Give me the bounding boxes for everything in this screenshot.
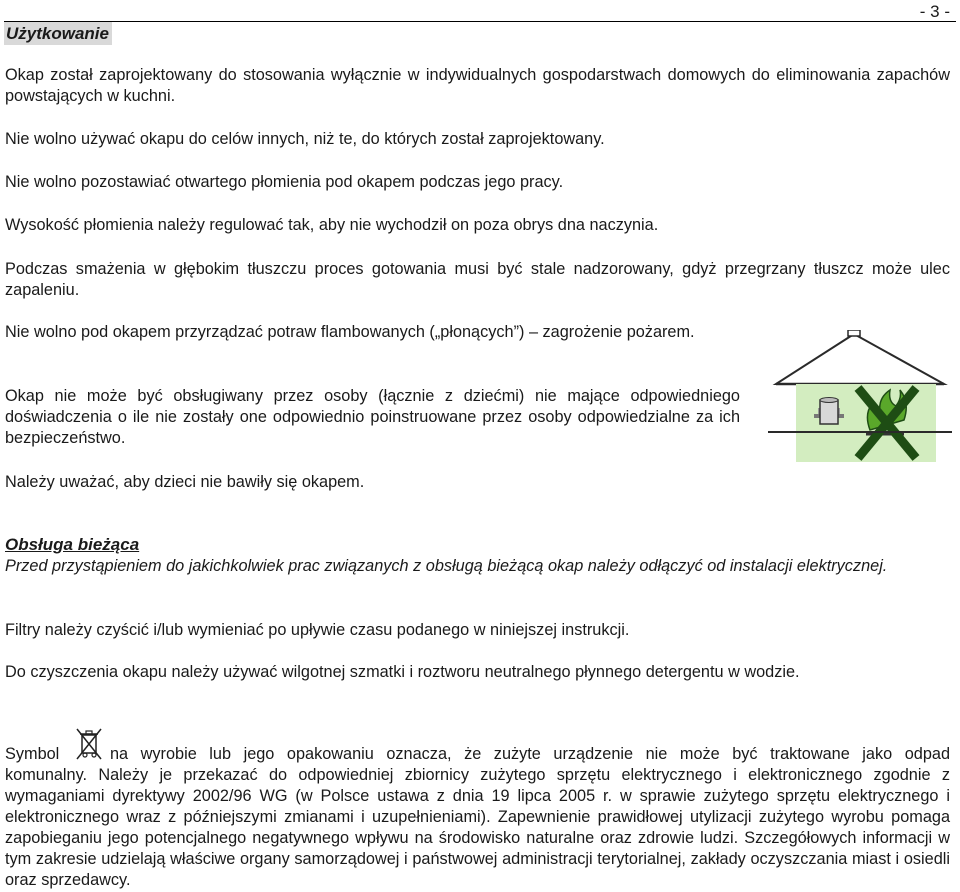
section-heading-maintenance: Obsługa bieżąca (5, 535, 140, 554)
usage-paragraph-5: Podczas smażenia w głębokim tłuszczu proces gotowania musi być stale nadzorowany, gdyż przegrzany tłuszcz może ulec zapaleniu. (5, 260, 950, 299)
no-open-flame-under-hood-illustration (766, 330, 952, 464)
maintenance-paragraph-2: Filtry należy czyścić i/lub wymieniać po upływie czasu podanego w niniejszej instrukcji. (5, 621, 630, 639)
usage-paragraph-6: Nie wolno pod okapem przyrządzać potraw flambowanych („płonących”) – zagrożenie pożarem. (5, 323, 695, 341)
usage-paragraph-1: Okap został zaprojektowany do stosowania wyłącznie w indywidualnych gospodarstwach domowych do eliminowania zapachów powstających w kuchni. (5, 66, 950, 105)
maintenance-paragraph-3: Do czyszczenia okapu należy używać wilgotnej szmatki i roztworu neutralnego płynnego detergentu w wodzie. (5, 663, 800, 681)
usage-paragraph-4: Wysokość płomienia należy regulować tak, aby nie wychodził on poza obrys dna naczynia. (5, 216, 659, 234)
section-heading-usage: Użytkowanie (4, 22, 112, 45)
symbol-note-first-line: na wyrobie lub jego opakowaniu oznacza, że zużyte urządzenie nie może być traktowane jako odpad (110, 745, 950, 763)
header-rule (4, 21, 956, 22)
maintenance-paragraph-1: Przed przystąpieniem do jakichkolwiek prac związanych z obsługą bieżącą okap należy odłączyć od instalacji elektrycznej. (5, 557, 888, 575)
symbol-note-body: komunalny. Należy je przekazać do odpowiedniej zbiornicy zużytego sprzętu elektrycznego i elektronicznego zgodnie z wymaganiami dyrektywy 2002/96 WG (w Polsce ustawa z dnia 19 lipca 2005 r. w sprawie zużytego sprzętu elektrycznego i elektronicznego wraz z późniejszymi zmianami i uzupełnieniami). Zapewnienie prawidłowej utylizacji zużytego wyrobu pomaga zapobieganiu jego potencjalnego negatywnego wpływu na środowisko naturalne oraz zdrowie ludzi. Szczegółowych informacji w tym zakresie udzielają właściwe organy samorządowej i państwowej administracji terytorialnej, zakłady oczyszczania miast i osiedli oraz sprzedawcy. (5, 766, 950, 889)
usage-paragraph-8: Należy uważać, aby dzieci nie bawiły się okapem. (5, 473, 365, 491)
symbol-word: Symbol (5, 745, 60, 763)
page-number: - 3 - (919, 2, 950, 21)
usage-paragraph-3: Nie wolno pozostawiać otwartego płomienia pod okapem podczas jego pracy. (5, 173, 564, 191)
usage-paragraph-2: Nie wolno używać okapu do celów innych, niż te, do których został zaprojektowany. (5, 130, 605, 148)
usage-paragraph-7: Okap nie może być obsługiwany przez osoby (łącznie z dziećmi) nie mające odpowiedniego doświadczenia o ile nie zostały one odpowiednio poinstruowane przez osoby odpowiedzialne za ich bezpieczeństwo. (5, 387, 740, 447)
crossed-out-wheelie-bin-icon (74, 727, 104, 761)
